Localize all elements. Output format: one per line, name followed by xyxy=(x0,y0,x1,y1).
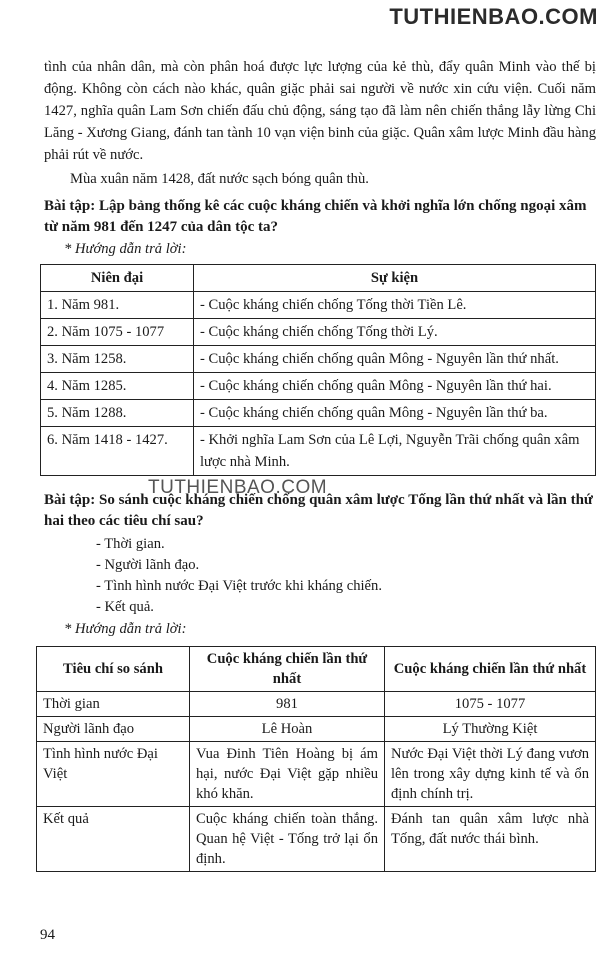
cell-criterion: Thời gian xyxy=(37,692,190,717)
cell-event: - Cuộc kháng chiến chống Tống thời Tiền Lê. xyxy=(194,292,596,319)
table-row xyxy=(41,346,596,373)
cell-criterion: Kết quả xyxy=(37,807,190,872)
exercise1-guide: * Hướng dẫn trả lời: xyxy=(64,241,187,257)
table-row xyxy=(41,373,596,400)
table-row xyxy=(37,742,596,807)
cell-second: Lý Thường Kiệt xyxy=(385,717,596,742)
cell-period: 2. Năm 1075 - 1077 xyxy=(41,319,194,346)
table-row xyxy=(41,292,596,319)
cell-period: 3. Năm 1258. xyxy=(41,346,194,373)
exercise1-title: Bài tập: Lập bảng thống kê các cuộc kháng chiến và khởi nghĩa lớn chống ngoại xâm từ năm 981 đến 1247 của dân tộc ta? xyxy=(44,198,587,235)
page-number: 94 xyxy=(40,927,55,943)
cell-criterion: Tình hình nước Đại Việt xyxy=(37,742,190,807)
cell-period: 4. Năm 1285. xyxy=(41,373,194,400)
cell-first: Cuộc kháng chiến toàn thắng. Quan hệ Việt - Tống trở lại ổn định. xyxy=(190,807,385,872)
spring-paragraph: Mùa xuân năm 1428, đất nước sạch bóng quân thù. xyxy=(70,171,369,187)
cell-event: - Cuộc kháng chiến chống quân Mông - Nguyên lần thứ hai. xyxy=(194,373,596,400)
table-row xyxy=(37,692,596,717)
mid-watermark: TUTHIENBAO.COM xyxy=(148,477,328,498)
table-row xyxy=(41,400,596,427)
table-row xyxy=(41,319,596,346)
cell-period: 5. Năm 1288. xyxy=(41,400,194,427)
exercise2-guide: * Hướng dẫn trả lời: xyxy=(64,621,187,637)
table-row xyxy=(37,717,596,742)
table-row xyxy=(37,807,596,872)
cell-second: Đánh tan quân xâm lược nhà Tống, đất nước thái bình. xyxy=(385,807,596,872)
cell-event: - Khởi nghĩa Lam Sơn của Lê Lợi, Nguyễn Trãi chống quân xâm lược nhà Minh. xyxy=(194,427,596,476)
cell-event: - Cuộc kháng chiến chống quân Mông - Nguyên lần thứ ba. xyxy=(194,400,596,427)
events-table xyxy=(40,264,596,476)
cell-event: - Cuộc kháng chiến chống quân Mông - Nguyên lần thứ nhất. xyxy=(194,346,596,373)
cell-first: 981 xyxy=(190,692,385,717)
header-cell: Sự kiện xyxy=(194,265,596,292)
criteria-list xyxy=(96,534,596,618)
list-item: - Người lãnh đạo. xyxy=(96,557,200,573)
cell-second: Nước Đại Việt thời Lý đang vươn lên trong xây dựng kinh tế và ổn định chính trị. xyxy=(385,742,596,807)
cell-criterion: Người lãnh đạo xyxy=(37,717,190,742)
table-header-row xyxy=(37,647,596,692)
cell-period: 6. Năm 1418 - 1427. xyxy=(41,427,194,476)
site-watermark: TUTHIENBAO.COM xyxy=(389,4,598,29)
exercise2-title: Bài tập: So sánh cuộc kháng chiến chống quân xâm lược Tống lần thứ nhất và lần thứ hai theo các tiêu chí sau? xyxy=(44,492,593,529)
comparison-table xyxy=(36,646,596,872)
cell-event: - Cuộc kháng chiến chống Tống thời Lý. xyxy=(194,319,596,346)
header-cell: Tiêu chí so sánh xyxy=(37,647,190,692)
intro-paragraph: tình của nhân dân, mà còn phân hoá được lực lượng của kẻ thù, đẩy quân Minh vào thế bị động. Không còn cách nào khác, quân giặc phải sai người về nước xin cứu viện. Cuối năm 1427, nghĩa quân Lam Sơn chiến đấu chủ động, sáng tạo đã làm nên chiến thắng lẫy lừng Chi Lăng - Xương Giang, đánh tan tành 10 vạn viện binh của giặc. Quân xâm lược Minh đầu hàng phải rút về nước. xyxy=(44,59,596,163)
table-header-row xyxy=(41,265,596,292)
list-item: - Kết quả. xyxy=(96,599,154,615)
header-cell: Niên đại xyxy=(41,265,194,292)
header-cell: Cuộc kháng chiến lần thứ nhất xyxy=(190,647,385,692)
cell-period: 1. Năm 981. xyxy=(41,292,194,319)
cell-first: Vua Đinh Tiên Hoàng bị ám hại, nước Đại Việt gặp nhiều khó khăn. xyxy=(190,742,385,807)
header-cell: Cuộc kháng chiến lần thứ nhất xyxy=(385,647,596,692)
list-item: - Tình hình nước Đại Việt trước khi kháng chiến. xyxy=(96,578,382,594)
cell-second: 1075 - 1077 xyxy=(385,692,596,717)
table-row xyxy=(41,427,596,476)
page-content xyxy=(44,56,596,872)
list-item: - Thời gian. xyxy=(96,536,165,552)
cell-first: Lê Hoàn xyxy=(190,717,385,742)
